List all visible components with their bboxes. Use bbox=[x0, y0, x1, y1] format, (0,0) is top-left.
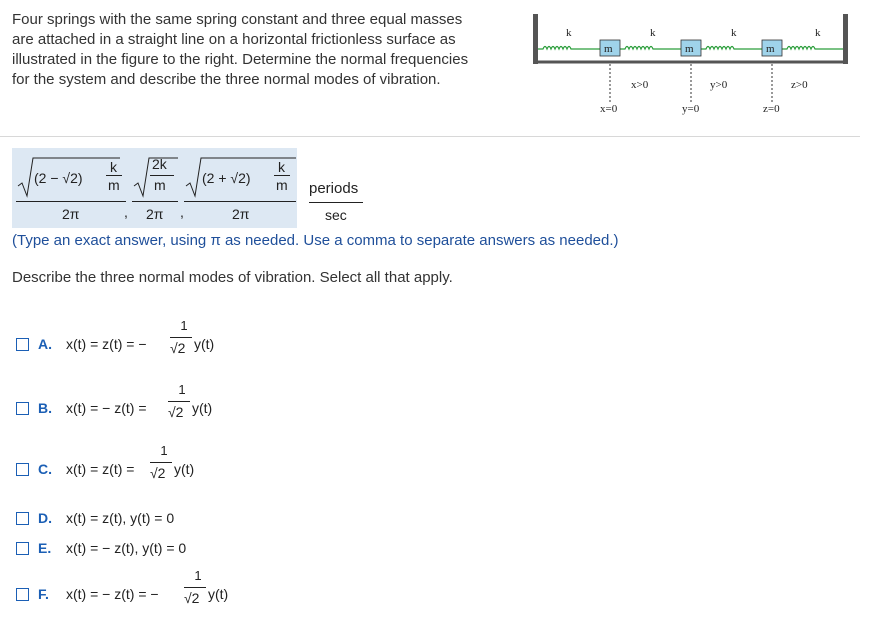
fraction-bar bbox=[150, 462, 172, 463]
two-pi: 2π bbox=[146, 206, 164, 222]
option-a-checkbox[interactable] bbox=[16, 338, 29, 351]
option-f-checkbox[interactable] bbox=[16, 588, 29, 601]
units-fraction-bar bbox=[309, 202, 363, 203]
fraction-bar bbox=[274, 175, 290, 176]
spring-4 bbox=[782, 47, 843, 50]
m-denominator: m bbox=[154, 177, 166, 193]
comma: , bbox=[180, 204, 184, 220]
section-divider bbox=[0, 136, 860, 137]
right-wall bbox=[843, 14, 848, 64]
option-letter: C. bbox=[38, 461, 52, 477]
option-letter: E. bbox=[38, 540, 52, 556]
option-c-rhs: y(t) bbox=[174, 461, 195, 477]
answer-field[interactable] bbox=[12, 148, 297, 228]
plus-sqrt2-term: (2 + √2) bbox=[202, 170, 251, 186]
spring-2 bbox=[620, 47, 681, 50]
fraction-numerator: 1 bbox=[160, 443, 168, 458]
fraction-denominator: √2 bbox=[184, 590, 200, 606]
option-c-checkbox[interactable] bbox=[16, 463, 29, 476]
comma: , bbox=[124, 204, 128, 220]
option-e-checkbox[interactable] bbox=[16, 542, 29, 555]
option-d-text: x(t) = z(t), y(t) = 0 bbox=[66, 510, 175, 526]
option-letter: F. bbox=[38, 586, 49, 602]
question-prompt: Describe the three normal modes of vibration. Select all that apply. bbox=[12, 269, 453, 286]
spring-label: k bbox=[566, 27, 572, 39]
k-numerator: k bbox=[278, 159, 285, 175]
fraction-denominator: √2 bbox=[150, 465, 166, 481]
k-numerator: k bbox=[110, 159, 117, 175]
fraction-bar bbox=[168, 401, 190, 402]
fraction-bar bbox=[170, 337, 192, 338]
z-direction-label: z>0 bbox=[791, 79, 808, 91]
fraction-bar bbox=[184, 587, 206, 588]
m-denominator: m bbox=[276, 177, 288, 193]
option-f-rhs: y(t) bbox=[208, 586, 229, 602]
fraction-numerator: 1 bbox=[180, 318, 188, 333]
y-direction-label: y>0 bbox=[710, 79, 728, 91]
left-wall bbox=[533, 14, 538, 64]
option-d-checkbox[interactable] bbox=[16, 512, 29, 525]
answer-hint: (Type an exact answer, using π as needed. Use a comma to separate answers as needed.) bbox=[12, 232, 619, 249]
fraction-denominator: √2 bbox=[168, 404, 184, 420]
problem-line: illustrated in the figure to the right. Determine the normal frequencies bbox=[12, 51, 469, 68]
option-letter: D. bbox=[38, 510, 52, 526]
two-pi: 2π bbox=[62, 206, 80, 222]
spring-1 bbox=[538, 47, 600, 50]
x-direction-label: x>0 bbox=[631, 79, 649, 91]
option-a-rhs: y(t) bbox=[194, 336, 215, 352]
2k-numerator: 2k bbox=[152, 156, 167, 172]
problem-statement bbox=[12, 10, 517, 90]
option-b-lhs: x(t) = − z(t) = bbox=[66, 400, 147, 416]
option-c-lhs: x(t) = z(t) = bbox=[66, 461, 135, 477]
z-equilibrium-label: z=0 bbox=[763, 103, 780, 115]
x-equilibrium-label: x=0 bbox=[600, 103, 618, 115]
option-letter: A. bbox=[38, 336, 52, 352]
two-pi: 2π bbox=[232, 206, 250, 222]
spring-label: k bbox=[731, 27, 737, 39]
problem-line: Four springs with the same spring constant and three equal masses bbox=[12, 11, 463, 28]
main-fraction-bar bbox=[16, 201, 126, 202]
spring-label: k bbox=[815, 27, 821, 39]
main-fraction-bar bbox=[184, 201, 296, 202]
option-e-text: x(t) = − z(t), y(t) = 0 bbox=[66, 540, 187, 556]
fraction-numerator: 1 bbox=[194, 568, 202, 583]
mass-label: m bbox=[604, 43, 613, 55]
option-f-lhs: x(t) = − z(t) = − bbox=[66, 586, 159, 602]
spring-mass-figure bbox=[533, 8, 853, 123]
fraction-bar bbox=[106, 175, 122, 176]
m-denominator: m bbox=[108, 177, 120, 193]
option-b-rhs: y(t) bbox=[192, 400, 213, 416]
fraction-numerator: 1 bbox=[178, 382, 186, 397]
fraction-denominator: √2 bbox=[170, 340, 186, 356]
problem-line: for the system and describe the three normal modes of vibration. bbox=[12, 71, 441, 88]
spring-label: k bbox=[650, 27, 656, 39]
units-denominator: sec bbox=[325, 207, 347, 223]
minus-sqrt2-term: (2 − √2) bbox=[34, 170, 83, 186]
option-letter: B. bbox=[38, 400, 52, 416]
mass-label: m bbox=[766, 43, 775, 55]
main-fraction-bar bbox=[132, 201, 178, 202]
option-a-lhs: x(t) = z(t) = − bbox=[66, 336, 147, 352]
problem-line: are attached in a straight line on a horizontal frictionless surface as bbox=[12, 31, 456, 48]
y-equilibrium-label: y=0 bbox=[682, 103, 700, 115]
mass-label: m bbox=[685, 43, 694, 55]
spring-3 bbox=[701, 47, 762, 50]
option-b-checkbox[interactable] bbox=[16, 402, 29, 415]
units-numerator: periods bbox=[309, 180, 359, 197]
fraction-bar bbox=[150, 175, 174, 176]
